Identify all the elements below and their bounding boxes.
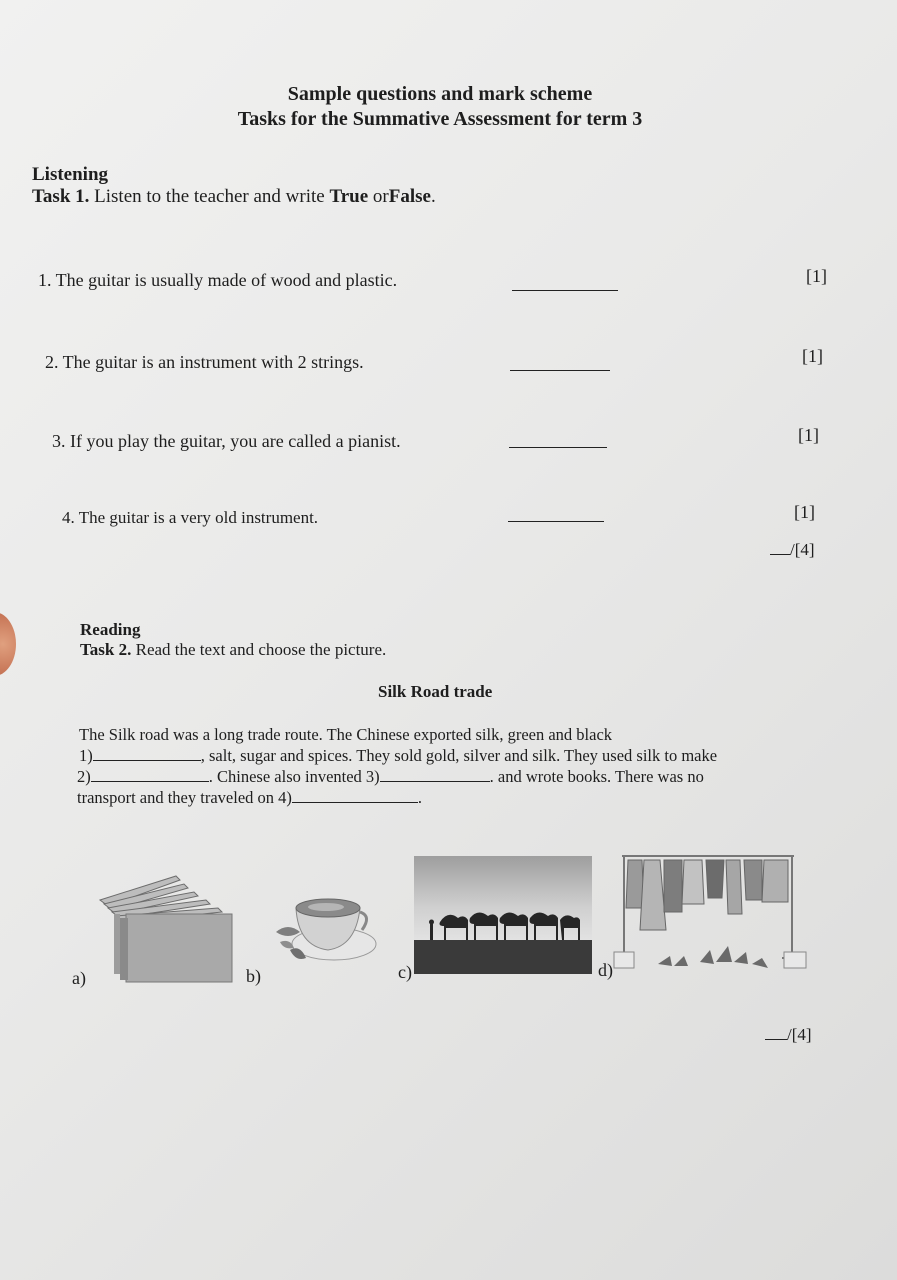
text-line-4-pre: transport and they traveled on 4) xyxy=(77,788,292,807)
page-subtitle: Tasks for the Summative Assessment for term 3 xyxy=(237,108,643,130)
reading-total-value: /[4] xyxy=(787,1025,812,1044)
section-listening: Listening xyxy=(32,164,109,185)
text-line-2 xyxy=(79,745,717,766)
page-title: Sample questions and mark scheme xyxy=(287,83,593,105)
mark-2: [1] xyxy=(802,346,823,366)
mark-4: [1] xyxy=(794,502,815,522)
false-word: False xyxy=(388,186,431,207)
task2-number: Task 2. xyxy=(80,640,132,659)
question-2: 2. The guitar is an instrument with 2 strings. xyxy=(45,352,364,372)
or-word: or xyxy=(372,186,389,207)
true-word: True xyxy=(329,186,369,207)
question-4: 4. The guitar is a very old instrument. xyxy=(62,508,319,527)
section-reading: Reading xyxy=(80,620,141,639)
gap-1-number: 1) xyxy=(79,746,93,765)
text-line-1: The Silk road was a long trade route. The Chinese exported silk, green and black xyxy=(79,725,613,744)
picture-label-b: b) xyxy=(246,966,261,986)
gap-2-number: 2) xyxy=(77,767,91,786)
listening-total-value: /[4] xyxy=(790,540,815,559)
reading-total-blank[interactable] xyxy=(765,1038,787,1040)
text-line-3 xyxy=(77,766,704,787)
answer-blank-1[interactable] xyxy=(512,289,618,291)
task1-number: Task 1. xyxy=(32,186,90,207)
gap-4-blank[interactable] xyxy=(292,788,418,803)
answer-blank-3[interactable] xyxy=(509,446,607,448)
gap-1-blank[interactable] xyxy=(93,746,201,761)
text-title: Silk Road trade xyxy=(378,682,493,701)
picture-label-c: c) xyxy=(398,962,412,982)
task2-instruction xyxy=(80,640,386,660)
text-line-4 xyxy=(77,787,422,808)
mark-3: [1] xyxy=(798,425,819,445)
text-line-2-rest: , salt, sugar and spices. They sold gold, silver and silk. They used silk to make xyxy=(200,746,718,765)
finger-edge xyxy=(0,612,16,676)
picture-label-a: a) xyxy=(72,968,86,988)
text-line-3-mid: . Chinese also invented 3) xyxy=(208,767,380,786)
clothes-rack-icon[interactable] xyxy=(612,852,808,976)
mark-1: [1] xyxy=(806,266,827,286)
question-1: 1. The guitar is usually made of wood and plastic. xyxy=(38,270,398,290)
tea-cup-icon[interactable] xyxy=(270,888,382,978)
listening-total-blank[interactable] xyxy=(770,553,790,555)
gap-3-blank[interactable] xyxy=(380,767,490,782)
listening-total xyxy=(770,540,815,560)
reading-total xyxy=(765,1025,812,1045)
answer-blank-2[interactable] xyxy=(510,369,610,371)
paper-stack-icon[interactable] xyxy=(96,872,236,984)
task1-text: Listen to the teacher and write xyxy=(94,186,325,207)
task1-period: . xyxy=(430,186,436,207)
text-line-4-end: . xyxy=(417,788,423,807)
picture-label-d: d) xyxy=(598,960,613,980)
question-3: 3. If you play the guitar, you are called a pianist. xyxy=(52,431,401,451)
answer-blank-4[interactable] xyxy=(508,520,604,522)
task1-instruction xyxy=(32,186,436,208)
task2-text: Read the text and choose the picture. xyxy=(135,640,387,659)
camel-caravan-icon[interactable] xyxy=(414,856,592,974)
text-line-3-rest: . and wrote books. There was no xyxy=(489,767,704,786)
gap-2-blank[interactable] xyxy=(91,767,209,782)
